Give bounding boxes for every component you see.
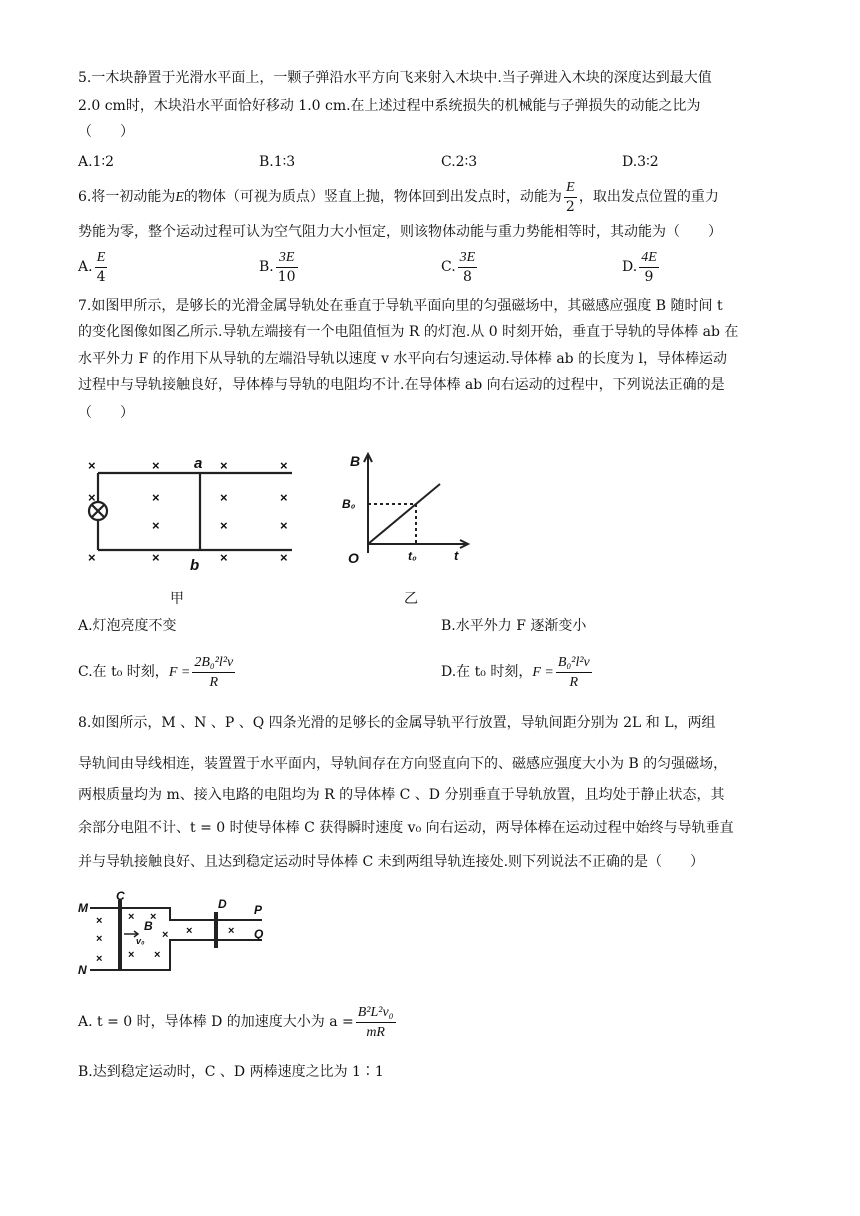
q8-option-a-den: mR [366,1024,385,1040]
q8-option-b: B.达到稳定运动时，C 、D 两棒速度之比为 1∶1 [78,1064,384,1080]
q7-option-d-f: F = [532,665,554,680]
jia-cross: × [220,518,228,533]
q6-option-a-num: E [96,250,106,265]
q7-option-c [78,652,237,693]
q8-line5: 并与导轨接触良好、且达到稳定运动时导体棒 C 未到两组导轨连接处.则下列说法不正确的是（ ） [78,854,705,870]
q7-option-d-den: R [569,674,579,690]
q7-line5: （ ） [78,405,134,421]
q8-cross: × [128,911,135,923]
q8-label-v0: v₀ [136,936,145,946]
caption-yi: 乙 [404,591,418,607]
figure-q8-rails [78,890,270,976]
q6-option-a-label: A. [78,259,93,275]
jia-cross: × [220,550,228,565]
figure-yi [340,448,480,570]
q6-var-e: E [175,190,184,205]
q7-option-a: A.灯泡亮度不变 [78,618,177,634]
q7-line1: 7.如图甲所示，是够长的光滑金属导轨处在垂直于导轨平面向里的匀强磁场中，其磁感应强度 B 随时间 t [78,298,723,314]
q8-label-p: P [254,903,263,917]
q8-label-d: D [218,897,227,911]
q5-option-c: C.2∶3 [441,154,478,170]
q5-line1: 5.一木块静置于光滑水平面上，一颗子弹沿水平方向飞来射入木块中.当子弹进入木块的深度达到最大值 [78,70,712,86]
jia-label-b: b [190,557,200,574]
q8-line1: 8.如图所示，M 、N 、P 、Q 四条光滑的足够长的金属导轨平行放置，导轨间距分别为 2L 和 L，两组 [78,715,716,731]
q7-option-c-den: R [209,674,219,690]
q6-half-num: E [566,180,575,195]
jia-cross: × [152,550,160,565]
q8-label-b: B [144,919,153,933]
jia-cross: × [280,490,288,505]
yi-label-t0: t₀ [408,549,417,563]
q8-line4: 余部分电阻不计、t = 0 时使导体棒 C 获得瞬时速度 v₀ 向右运动，两导体棒在运动过程中始终与导轨垂直 [78,820,734,836]
q8-label-q: Q [254,927,264,941]
q8-cross: × [186,925,193,937]
yi-label-o: O [348,550,359,566]
q6-option-c-num: 3E [459,250,476,265]
q7-option-b: B.水平外力 F 逐渐变小 [441,618,587,634]
q8-line3: 两根质量均为 m、接入电路的电阻均为 R 的导体棒 C 、D 分别垂直于导轨放置，且均处于静止状态，其 [78,787,725,803]
caption-jia: 甲 [170,591,184,607]
q6-option-d [622,248,661,286]
q8-option-a-pre: A. t = 0 时，导体棒 D 的加速度大小为 a = [78,1014,354,1030]
yi-label-b: B [350,453,361,469]
jia-cross: × [88,550,96,565]
q6-line1-c: ，取出发点位置的重力 [578,189,719,205]
jia-cross: × [220,458,228,473]
figure-jia [80,448,310,576]
q6-line1 [78,178,719,217]
q8-option-a-num: B²L²v₀ [357,1004,394,1020]
q5-line2: 2.0 cm时，木块沿水平面恰好移动 1.0 cm.在上述过程中系统损失的机械能与子弹损失的动能之比为 [78,98,701,114]
jia-cross: × [280,458,288,473]
q6-option-d-den: 9 [644,269,654,285]
q6-option-b-num: 3E [278,250,295,265]
q6-option-c [441,248,479,286]
q7-line3: 水平外力 F 的作用下从导轨的左端沿导轨以速度 v 水平向右匀速运动.导体棒 ab 的长度为 l，导体棒运动 [78,351,728,367]
q6-option-c-label: C. [441,259,456,275]
q7-option-d-num: B₀²l²v [557,654,590,670]
q6-line2: 势能为零，整个运动过程可认为空气阻力大小恒定，则该物体动能与重力势能相等时，其动能为（ ） [78,224,722,240]
q7-line4: 过程中与导轨接触良好，导体棒与导轨的电阻均不计.在导体棒 ab 向右运动的过程中，下列说法正确的是 [78,377,725,393]
q8-cross: × [154,949,161,961]
q7-option-c-f: F = [168,665,191,680]
q8-cross: × [228,925,235,937]
q5-option-a: A.1∶2 [78,154,115,170]
q6-line1-a: 6.将一初动能为 [78,189,176,205]
jia-cross: × [88,458,96,473]
jia-cross: × [220,490,228,505]
yi-label-t: t [454,548,459,563]
jia-cross: × [152,490,160,505]
q6-line1-b: 的物体（可视为质点）竖直上抛，物体回到出发点时，动能为 [183,189,562,205]
q8-cross: × [96,933,103,945]
q8-cross: × [96,915,103,927]
q5-option-b: B.1∶3 [259,154,296,170]
jia-cross: × [88,490,96,505]
q7-option-c-num: 2B₀²l²v [194,654,234,670]
q6-half-fraction [564,178,577,216]
q7-option-d-pre: D.在 t₀ 时刻， [441,664,533,680]
q6-option-d-num: 4E [641,250,657,265]
q8-cross: × [150,911,157,923]
q8-label-c: C [116,890,125,903]
jia-cross: × [152,518,160,533]
q8-cross: × [128,949,135,961]
yi-label-b0: B₀ [342,497,356,511]
q5-line3: （ ） [78,124,134,140]
q6-half-den: 2 [565,199,575,215]
q8-line2: 导轨间由导线相连，装置置于水平面内，导轨间存在方向竖直向下的、磁感应强度大小为 B 的匀强磁场， [78,756,728,772]
q5-option-d: D.3∶2 [622,154,659,170]
q6-option-a [78,248,109,286]
q8-label-n: N [78,963,87,976]
jia-cross: × [280,518,288,533]
jia-cross: × [280,550,288,565]
q6-option-b-den: 10 [277,269,296,285]
q7-option-c-pre: C.在 t₀ 时刻， [78,664,169,680]
q7-option-d [441,652,594,693]
jia-cross: × [152,458,160,473]
jia-label-a: a [194,455,203,472]
q8-cross: × [96,953,103,965]
q6-option-b-label: B. [259,259,274,275]
q6-option-b [259,248,300,286]
q8-label-m: M [78,901,88,915]
q8-option-a [78,1002,398,1042]
q7-line2: 的变化图像如图乙所示.导轨左端接有一个电阻值恒为 R 的灯泡.从 0 时刻开始，垂直于导轨的导体棒 ab 在 [78,324,739,340]
q6-option-c-den: 8 [462,269,472,285]
q6-option-d-label: D. [622,259,638,275]
q8-cross: × [162,929,169,941]
q6-option-a-den: 4 [96,269,106,285]
